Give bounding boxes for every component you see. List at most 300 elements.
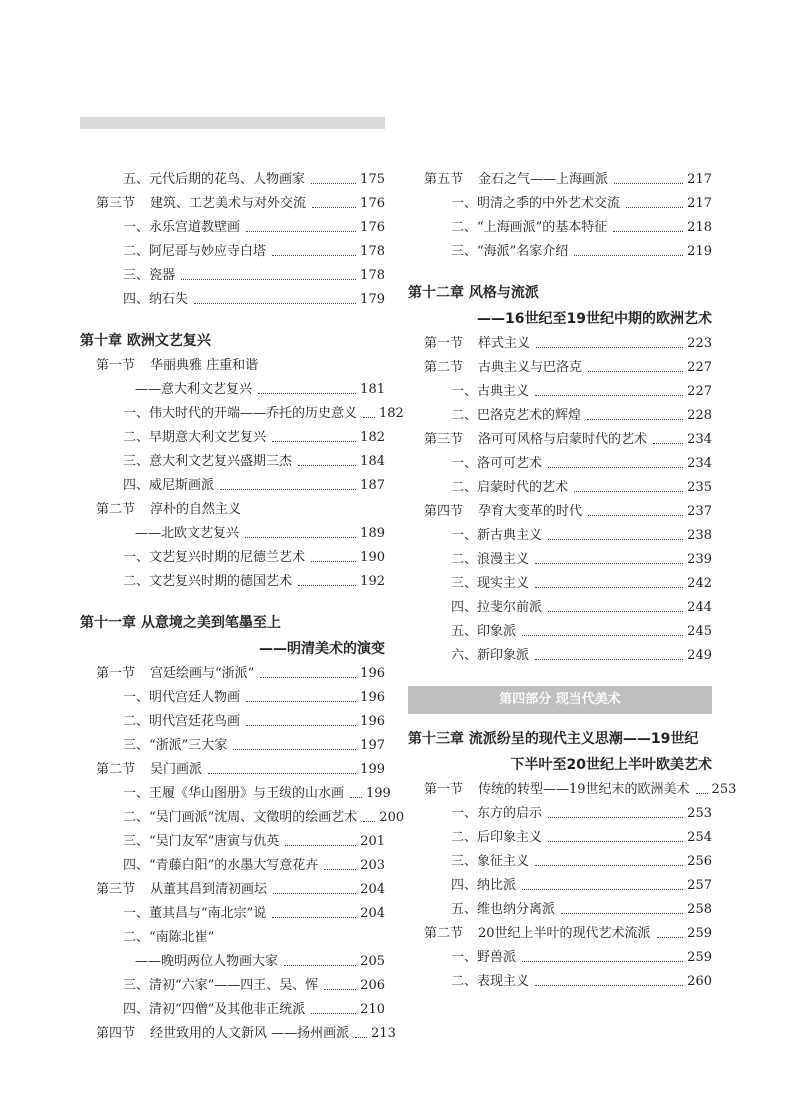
- entry-title: [123, 240, 266, 264]
- page-number: 199: [360, 762, 385, 777]
- entry-title: [451, 644, 529, 668]
- dot-leader: [220, 489, 356, 490]
- entry-text: 六、新印象派: [451, 648, 530, 663]
- entry-title: [451, 240, 568, 264]
- dot-leader: [535, 659, 683, 660]
- entry-title: [451, 874, 516, 898]
- dot-leader: [285, 845, 356, 846]
- entry-title: [135, 950, 278, 974]
- page-number: 190: [360, 550, 385, 565]
- entry-text: 二、明代宫廷花鸟画: [123, 714, 241, 729]
- entry-title: [451, 404, 581, 428]
- entry-text: 一、明清之季的中外艺术交流: [451, 196, 621, 211]
- entry-title: [123, 168, 305, 192]
- entry-title: [123, 974, 318, 998]
- dot-leader: [284, 965, 356, 966]
- page-number: 196: [360, 690, 385, 705]
- toc-item-entry[interactable]: [408, 620, 712, 644]
- entry-text: 古典主义与巴洛克: [478, 360, 583, 375]
- page-number: 196: [360, 666, 385, 681]
- toc-item-entry[interactable]: [80, 782, 391, 806]
- toc-item-entry[interactable]: [80, 402, 404, 426]
- page-number: 182: [379, 406, 404, 421]
- toc-item-entry[interactable]: [80, 806, 405, 830]
- entry-title: [451, 476, 568, 500]
- toc-item-entry[interactable]: [80, 474, 385, 498]
- entry-title: [96, 878, 267, 902]
- toc-item-entry[interactable]: [408, 452, 712, 476]
- entry-title: [451, 850, 529, 874]
- page-number: 210: [360, 1002, 385, 1017]
- entry-text: ——意大利文艺复兴: [135, 382, 253, 397]
- section-number: 第二节: [96, 502, 136, 517]
- entry-text: 华丽典雅 庄重和谐: [150, 358, 259, 373]
- dot-leader: [548, 539, 683, 540]
- toc-item-entry[interactable]: [80, 950, 385, 974]
- entry-text: 四、清初“四僧”及其他非正统派: [123, 1002, 306, 1017]
- toc-item-entry[interactable]: [80, 902, 385, 926]
- dot-leader: [311, 183, 356, 184]
- chapter-subtitle: 下半叶至20世纪上半叶欧美艺术: [510, 757, 712, 773]
- toc-section-entry[interactable]: [80, 354, 385, 378]
- page-number: 245: [687, 624, 712, 639]
- entry-text: 三、“浙派”三大家: [123, 738, 228, 753]
- entry-text: 一、永乐宫道教壁画: [123, 220, 241, 235]
- dot-leader: [522, 635, 683, 636]
- part-heading: 第四部分 现当代美术: [408, 686, 712, 714]
- entry-text: 20世纪上半叶的现代艺术流派: [478, 926, 651, 941]
- page-number: 258: [687, 902, 712, 917]
- page-number: 239: [687, 552, 712, 567]
- toc-section-entry[interactable]: [408, 778, 737, 802]
- dot-leader: [548, 841, 683, 842]
- page-number: 253: [687, 806, 712, 821]
- toc-section-entry[interactable]: [408, 356, 712, 380]
- dot-leader: [522, 889, 683, 890]
- chapter-subtitle: ——明清美术的演变: [259, 641, 385, 657]
- entry-title: [123, 782, 344, 806]
- entry-text: 二、“上海画派”的基本特征: [451, 220, 608, 235]
- entry-text: 建筑、工艺美术与对外交流: [150, 196, 307, 211]
- entry-title: [451, 192, 620, 216]
- entry-text: 二、“南陈北崔”: [123, 930, 215, 945]
- page-number: 217: [687, 172, 712, 187]
- entry-text: 一、董其昌与“南北宗”说: [123, 906, 267, 921]
- entry-title: [96, 192, 306, 216]
- page-number: 192: [360, 574, 385, 589]
- entry-title: [96, 498, 385, 522]
- page-number: 197: [360, 738, 385, 753]
- dot-leader: [522, 961, 683, 962]
- toc-item-entry[interactable]: [408, 524, 712, 548]
- dot-leader: [272, 917, 356, 918]
- page-number: 223: [687, 336, 712, 351]
- entry-title: [123, 806, 357, 830]
- toc-item-entry[interactable]: [408, 192, 712, 216]
- page-number: 219: [687, 244, 712, 259]
- chapter-heading: 第十三章 流派纷呈的现代主义思潮——19世纪: [408, 731, 699, 747]
- toc-item-entry[interactable]: [408, 548, 712, 572]
- page-number: 217: [687, 196, 712, 211]
- toc-item-entry[interactable]: [80, 426, 385, 450]
- dot-leader: [260, 677, 356, 678]
- entry-text: 从董其昌到清初画坛: [150, 882, 268, 897]
- toc-item-entry[interactable]: [80, 216, 385, 240]
- page-number: 203: [360, 858, 385, 873]
- toc-item-entry[interactable]: [80, 240, 385, 264]
- toc-item-entry[interactable]: [80, 974, 385, 998]
- page-number: 178: [360, 244, 385, 259]
- page-number: 205: [360, 954, 385, 969]
- dot-leader: [535, 985, 683, 986]
- page-number: 259: [687, 950, 712, 965]
- entry-title: [123, 710, 240, 734]
- header-rule-bar: [80, 117, 385, 129]
- toc-section-entry[interactable]: [408, 428, 712, 452]
- dot-leader: [298, 465, 356, 466]
- toc-item-entry[interactable]: [80, 378, 385, 402]
- dot-leader: [311, 1013, 356, 1014]
- dot-leader: [561, 913, 683, 914]
- dot-leader: [272, 441, 356, 442]
- entry-text: 一、洛可可艺术: [451, 456, 543, 471]
- page-number: 249: [687, 648, 712, 663]
- entry-title: [123, 288, 188, 312]
- entry-title: [451, 946, 516, 970]
- toc-item-entry[interactable]: [80, 546, 385, 570]
- entry-text: 一、新古典主义: [451, 528, 543, 543]
- toc-item-entry[interactable]: [408, 644, 712, 668]
- toc-item-entry[interactable]: [408, 970, 712, 994]
- entry-title: [424, 778, 690, 802]
- dot-leader: [324, 869, 356, 870]
- section-number: 第三节: [424, 432, 464, 447]
- dot-leader: [588, 515, 683, 516]
- page-number: 257: [687, 878, 712, 893]
- page-number: 196: [360, 714, 385, 729]
- chapter-heading: 第十二章 风格与流派: [408, 285, 539, 301]
- toc-item-entry[interactable]: [408, 898, 712, 922]
- toc-item-entry[interactable]: [408, 946, 712, 970]
- entry-text: 一、伟大时代的开端——乔托的历史意义: [123, 406, 358, 421]
- entry-text: 四、纳石失: [123, 292, 189, 307]
- toc-item-entry[interactable]: [80, 710, 385, 734]
- entry-title: [451, 826, 542, 850]
- dot-leader: [355, 1037, 367, 1038]
- page-number: 187: [360, 478, 385, 493]
- toc-item-entry[interactable]: [80, 830, 385, 854]
- entry-text: 五、印象派: [451, 624, 517, 639]
- page-number: 234: [687, 456, 712, 471]
- entry-title: [451, 620, 516, 644]
- dot-leader: [536, 347, 683, 348]
- page-number: 237: [687, 504, 712, 519]
- entry-title: [135, 522, 239, 546]
- entry-text: 五、维也纳分离派: [451, 902, 556, 917]
- entry-text: 洛可可风格与启蒙时代的艺术: [478, 432, 648, 447]
- page-number: 206: [360, 978, 385, 993]
- entry-title: [123, 570, 292, 594]
- entry-title: [451, 216, 607, 240]
- entry-text: 孕育大变革的时代: [478, 504, 583, 519]
- dot-leader: [246, 231, 356, 232]
- entry-title: [123, 926, 385, 950]
- toc-item-entry[interactable]: [408, 216, 712, 240]
- toc-column-right: [408, 168, 737, 994]
- dot-leader: [312, 207, 356, 208]
- entry-text: 二、文艺复兴时期的德国艺术: [123, 574, 293, 589]
- page-number: 259: [687, 926, 712, 941]
- dot-leader: [574, 255, 683, 256]
- entry-text: 三、瓷器: [123, 268, 176, 283]
- dot-leader: [548, 817, 683, 818]
- entry-text: 三、意大利文艺复兴盛期三杰: [123, 454, 293, 469]
- entry-text: 二、表现主义: [451, 974, 530, 989]
- dot-leader: [273, 893, 356, 894]
- entry-title: [96, 1022, 349, 1046]
- spacer: [408, 264, 712, 280]
- entry-title: [123, 546, 305, 570]
- dot-leader: [535, 865, 683, 866]
- section-number: 第一节: [96, 666, 136, 681]
- entry-text: 四、纳比派: [451, 878, 517, 893]
- toc-section-entry[interactable]: [408, 332, 712, 356]
- entry-text: 淳朴的自然主义: [150, 502, 242, 517]
- entry-title: [451, 596, 542, 620]
- dot-leader: [350, 797, 362, 798]
- entry-text: 一、文艺复兴时期的尼德兰艺术: [123, 550, 306, 565]
- toc-item-entry[interactable]: [80, 926, 385, 950]
- entry-text: 金石之气——上海画派: [478, 172, 609, 187]
- toc-item-entry[interactable]: [408, 380, 712, 404]
- entry-text: 四、“青藤白阳”的水墨大写意花卉: [123, 858, 319, 873]
- entry-text: ——晚明两位人物画大家: [135, 954, 279, 969]
- toc-item-entry[interactable]: [408, 404, 712, 428]
- entry-text: 宫廷绘画与“浙派”: [150, 666, 255, 681]
- entry-title: [123, 402, 357, 426]
- toc-item-entry[interactable]: [408, 240, 712, 264]
- entry-text: 四、威尼斯画派: [123, 478, 215, 493]
- page-number: 238: [687, 528, 712, 543]
- section-number: 第一节: [424, 336, 464, 351]
- entry-text: 二、阿尼哥与妙应寺白塔: [123, 244, 267, 259]
- dot-leader: [587, 419, 683, 420]
- dot-leader: [258, 393, 356, 394]
- entry-title: [123, 450, 292, 474]
- dot-leader: [363, 417, 375, 418]
- toc-item-entry[interactable]: [80, 998, 385, 1022]
- page-number: 179: [360, 292, 385, 307]
- entry-text: 一、古典主义: [451, 384, 530, 399]
- entry-title: [96, 354, 385, 378]
- entry-title: [123, 998, 305, 1022]
- page-number: 244: [687, 600, 712, 615]
- toc-item-entry[interactable]: [80, 570, 385, 594]
- dot-leader: [548, 611, 683, 612]
- dot-leader: [535, 395, 683, 396]
- toc-section-entry[interactable]: [80, 878, 385, 902]
- entry-title: [451, 572, 529, 596]
- entry-text: 二、巴洛克艺术的辉煌: [451, 408, 582, 423]
- dot-leader: [311, 561, 356, 562]
- entry-text: 一、东方的启示: [451, 806, 543, 821]
- entry-text: ——北欧文艺复兴: [135, 526, 240, 541]
- entry-title: [123, 216, 240, 240]
- section-number: 第二节: [96, 762, 136, 777]
- page-number: 227: [687, 384, 712, 399]
- page-number: 228: [687, 408, 712, 423]
- page-number: 178: [360, 268, 385, 283]
- toc-item-entry[interactable]: [408, 850, 712, 874]
- entry-title: [451, 452, 542, 476]
- section-number: 第一节: [424, 782, 464, 797]
- entry-title: [123, 474, 214, 498]
- dot-leader: [548, 467, 683, 468]
- entry-title: [451, 524, 542, 548]
- entry-text: 三、“海派”名家介绍: [451, 244, 569, 259]
- section-number: 第三节: [96, 882, 136, 897]
- page-number: 175: [360, 172, 385, 187]
- dot-leader: [181, 279, 356, 280]
- entry-text: 样式主义: [478, 336, 531, 351]
- toc-item-entry[interactable]: [80, 264, 385, 288]
- spacer: [80, 312, 385, 328]
- dot-leader: [535, 587, 683, 588]
- section-number: 第五节: [424, 172, 464, 187]
- entry-title: [424, 500, 582, 524]
- spacer: [408, 668, 712, 686]
- page-number: 242: [687, 576, 712, 591]
- page-number: 182: [360, 430, 385, 445]
- entry-text: 吴门画派: [150, 762, 203, 777]
- entry-title: [123, 734, 227, 758]
- section-number: 第四节: [424, 504, 464, 519]
- entry-title: [123, 902, 266, 926]
- entry-text: 一、明代宫廷人物画: [123, 690, 241, 705]
- entry-text: 经世致用的人文新风 ——扬州画派: [150, 1026, 350, 1041]
- toc-item-entry[interactable]: [408, 802, 712, 826]
- toc-item-entry[interactable]: [80, 734, 385, 758]
- toc-item-entry[interactable]: [408, 874, 712, 898]
- entry-text: 二、启蒙时代的艺术: [451, 480, 569, 495]
- entry-title: [451, 802, 542, 826]
- dot-leader: [626, 207, 683, 208]
- page-number: 254: [687, 830, 712, 845]
- toc-item-entry[interactable]: [80, 288, 385, 312]
- toc-item-entry[interactable]: [408, 826, 712, 850]
- entry-text: 四、拉斐尔前派: [451, 600, 543, 615]
- toc-section-entry[interactable]: [80, 662, 385, 686]
- page-number: 204: [360, 906, 385, 921]
- toc-section-entry[interactable]: [408, 922, 712, 946]
- page-number: 213: [371, 1026, 396, 1041]
- dot-leader: [574, 491, 683, 492]
- entry-title: [451, 970, 529, 994]
- entry-title: [123, 830, 279, 854]
- page-number: 204: [360, 882, 385, 897]
- section-number: 第四节: [96, 1026, 136, 1041]
- entry-title: [451, 380, 529, 404]
- page-number: 227: [687, 360, 712, 375]
- dot-leader: [653, 443, 683, 444]
- page-number: 176: [360, 196, 385, 211]
- toc-item-entry[interactable]: [80, 686, 385, 710]
- chapter-heading: 第十一章 从意境之美到笔墨至上: [80, 615, 281, 631]
- page-number: 181: [360, 382, 385, 397]
- dot-leader: [657, 937, 684, 938]
- page-number: 184: [360, 454, 385, 469]
- entry-text: 五、元代后期的花鸟、人物画家: [123, 172, 306, 187]
- entry-title: [96, 758, 202, 782]
- entry-text: 三、“吴门友军”唐寅与仇英: [123, 834, 280, 849]
- entry-text: 二、浪漫主义: [451, 552, 530, 567]
- toc-section-entry[interactable]: [408, 168, 712, 192]
- toc-item-entry[interactable]: [80, 854, 385, 878]
- toc-section-entry[interactable]: [80, 758, 385, 782]
- toc-section-entry[interactable]: [80, 192, 385, 216]
- toc-section-entry[interactable]: [408, 500, 712, 524]
- dot-leader: [588, 371, 683, 372]
- toc-section-entry[interactable]: [80, 498, 385, 522]
- dot-leader: [363, 821, 375, 822]
- dot-leader: [535, 563, 683, 564]
- toc-section-entry[interactable]: [80, 1022, 396, 1046]
- page-number: 200: [379, 810, 405, 825]
- toc-item-entry[interactable]: [408, 572, 712, 596]
- entry-title: [96, 662, 254, 686]
- section-number: 第三节: [96, 196, 136, 211]
- entry-text: 三、清初“六家”——四王、吴、恽: [123, 978, 319, 993]
- dot-leader: [233, 749, 356, 750]
- page-number: 260: [687, 974, 712, 989]
- entry-title: [424, 332, 530, 356]
- dot-leader: [298, 585, 356, 586]
- dot-leader: [246, 701, 356, 702]
- toc-item-entry[interactable]: [408, 596, 712, 620]
- page-number: 201: [360, 834, 385, 849]
- entry-title: [424, 168, 608, 192]
- entry-text: 二、“吴门画派”沈周、文徵明的绘画艺术: [123, 810, 358, 825]
- toc-item-entry[interactable]: [408, 476, 712, 500]
- dot-leader: [324, 989, 356, 990]
- page-number: 199: [366, 786, 391, 801]
- page-number: 189: [360, 526, 385, 541]
- entry-title: [451, 548, 529, 572]
- entry-title: [123, 854, 318, 878]
- section-number: 第二节: [424, 926, 464, 941]
- entry-title: [123, 686, 240, 710]
- page-number: 235: [687, 480, 712, 495]
- toc-column-left: [80, 168, 405, 1046]
- toc-item-entry[interactable]: [80, 450, 385, 474]
- entry-title: [123, 264, 175, 288]
- section-number: 第二节: [424, 360, 464, 375]
- dot-leader: [245, 537, 356, 538]
- chapter-subtitle: ——16世纪至19世纪中期的欧洲艺术: [477, 311, 712, 327]
- chapter-heading: 第十章 欧洲文艺复兴: [80, 333, 211, 349]
- dot-leader: [246, 725, 356, 726]
- page-number: 234: [687, 432, 712, 447]
- entry-text: 一、野兽派: [451, 950, 517, 965]
- entry-text: 一、王履《华山图册》与王绂的山水画: [123, 786, 345, 801]
- entry-title: [424, 428, 647, 452]
- toc-item-entry[interactable]: [80, 522, 385, 546]
- entry-text: 传统的转型——19世纪末的欧洲美术: [478, 782, 690, 797]
- entry-text: 三、象征主义: [451, 854, 530, 869]
- entry-text: 二、后印象主义: [451, 830, 543, 845]
- entry-title: [451, 898, 555, 922]
- toc-item-entry[interactable]: [80, 168, 385, 192]
